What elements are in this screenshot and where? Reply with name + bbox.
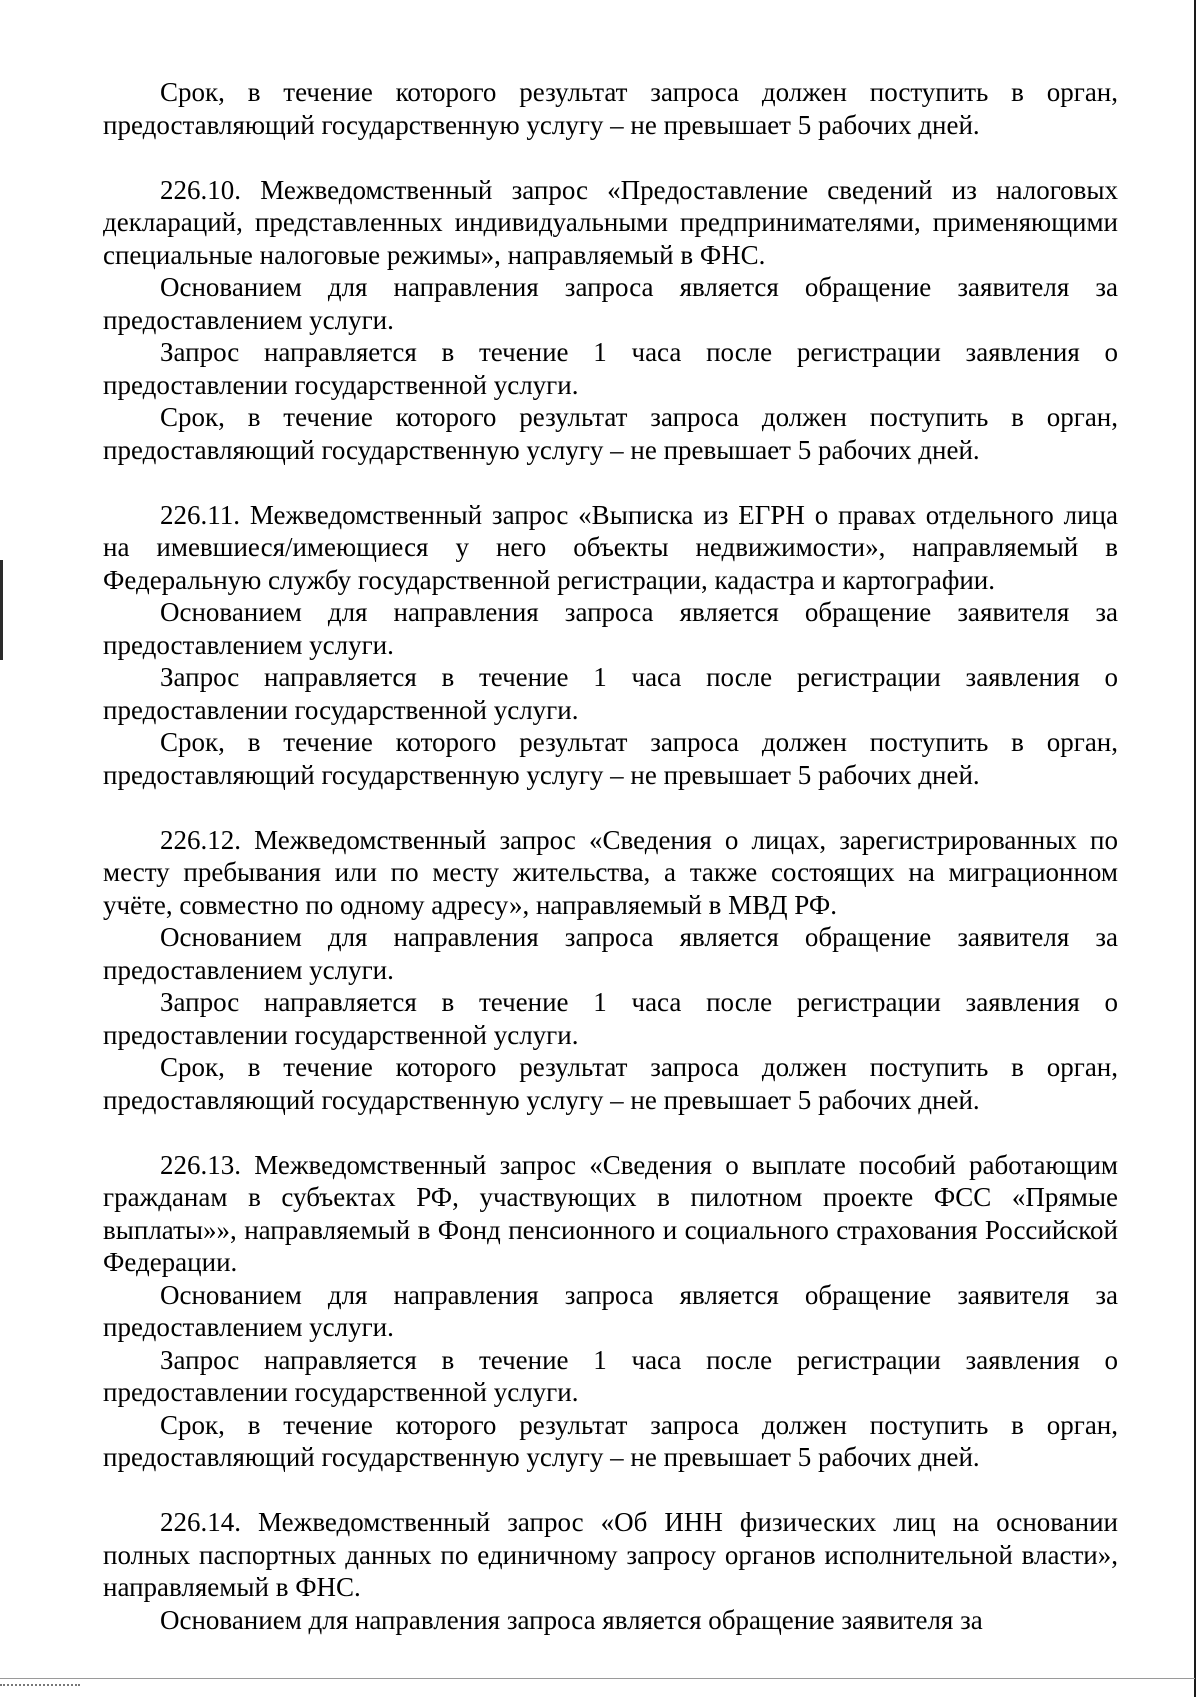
paragraph-basis-226-11: Основанием для направления запроса является обращение заявителя за предоставлением услуги. bbox=[103, 597, 1118, 660]
section-spacer bbox=[103, 1474, 1118, 1507]
paragraph-timing-226-12: Запрос направляется в течение 1 часа после регистрации заявления о предоставлении государственной услуги. bbox=[103, 987, 1118, 1050]
paragraph-basis-226-14: Основанием для направления запроса является обращение заявителя за bbox=[160, 1604, 983, 1635]
paragraph-timing-226-13: Запрос направляется в течение 1 часа после регистрации заявления о предоставлении государственной услуги. bbox=[103, 1344, 1118, 1407]
paragraph-request-226-10: 226.10. Межведомственный запрос «Предоставление сведений из налоговых деклараций, представленных индивидуальными предпринимателями, применяющими специальные налоговые режимы», направляемый в ФНС. bbox=[103, 174, 1118, 270]
paragraph-deadline-226-13: Срок, в течение которого результат запроса должен поступить в орган, предоставляющий государственную услугу – не превышает 5 рабочих дней. bbox=[103, 1409, 1118, 1472]
section-spacer bbox=[103, 141, 1118, 174]
paragraph-timing-226-11: Запрос направляется в течение 1 часа после регистрации заявления о предоставлении государственной услуги. bbox=[103, 662, 1118, 725]
paragraph-request-226-11: 226.11. Межведомственный запрос «Выписка из ЕГРН о правах отдельного лица на имевшиеся/имеющиеся у него объекты недвижимости», направляемый в Федеральную службу государственной регистрации, кадастра и картографии. bbox=[103, 499, 1118, 595]
scan-specks bbox=[0, 1684, 80, 1689]
paragraph-deadline-226-12: Срок, в течение которого результат запроса должен поступить в орган, предоставляющий государственную услугу – не превышает 5 рабочих дней. bbox=[103, 1052, 1118, 1115]
scan-edge-right bbox=[1194, 0, 1196, 1697]
scan-edge-bottom bbox=[0, 1678, 1195, 1679]
section-spacer bbox=[103, 1116, 1118, 1149]
paragraph-deadline-226-11: Срок, в течение которого результат запроса должен поступить в орган, предоставляющий государственную услугу – не превышает 5 рабочих дней. bbox=[103, 727, 1118, 790]
section-spacer bbox=[103, 791, 1118, 824]
paragraph-basis-226-12: Основанием для направления запроса является обращение заявителя за предоставлением услуги. bbox=[103, 922, 1118, 985]
document-body bbox=[103, 76, 1118, 1636]
paragraph-request-226-13: 226.13. Межведомственный запрос «Сведения о выплате пособий работающим гражданам в субъектах РФ, участвующих в пилотном проекте ФСС «Прямые выплаты»», направляемый в Фонд пенсионного и социального страхования Российской Федерации. bbox=[103, 1149, 1118, 1277]
paragraph-deadline-226-9: Срок, в течение которого результат запроса должен поступить в орган, предоставляющий государственную услугу – не превышает 5 рабочих дней. bbox=[103, 77, 1118, 140]
paragraph-basis-226-10: Основанием для направления запроса является обращение заявителя за предоставлением услуги. bbox=[103, 272, 1118, 335]
paragraph-deadline-226-10: Срок, в течение которого результат запроса должен поступить в орган, предоставляющий государственную услугу – не превышает 5 рабочих дней. bbox=[103, 402, 1118, 465]
paragraph-timing-226-10: Запрос направляется в течение 1 часа после регистрации заявления о предоставлении государственной услуги. bbox=[103, 337, 1118, 400]
scan-edge-left-mark bbox=[0, 560, 3, 660]
section-spacer bbox=[103, 466, 1118, 499]
paragraph-request-226-14: 226.14. Межведомственный запрос «Об ИНН физических лиц на основании полных паспортных данных по единичному запросу органов исполнительной власти», направляемый в ФНС. bbox=[103, 1507, 1118, 1602]
paragraph-request-226-12: 226.12. Межведомственный запрос «Сведения о лицах, зарегистрированных по месту пребывания или по месту жительства, а также состоящих на миграционном учёте, совместно по одному адресу», направляемый в МВД РФ. bbox=[103, 824, 1118, 920]
paragraph-basis-226-13: Основанием для направления запроса является обращение заявителя за предоставлением услуги. bbox=[103, 1279, 1118, 1342]
